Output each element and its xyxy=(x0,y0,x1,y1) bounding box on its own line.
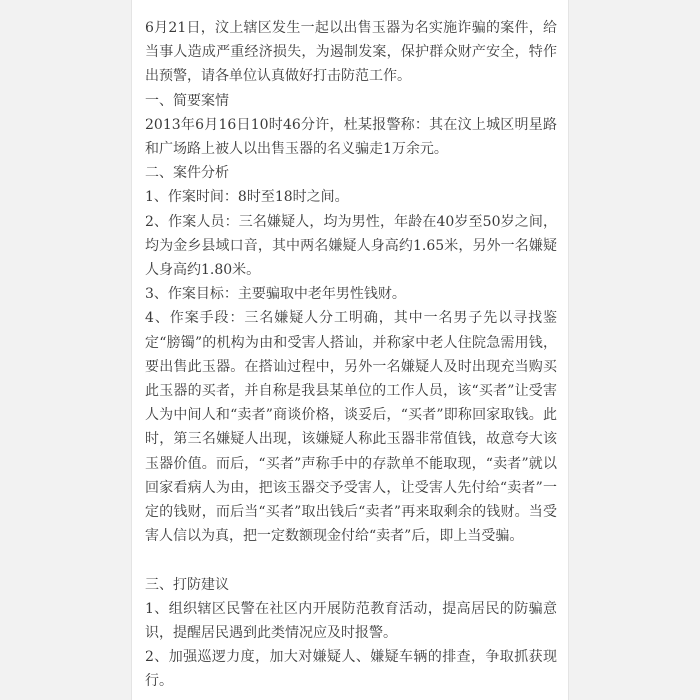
section-heading-case-summary: 一、简要案情 xyxy=(145,92,229,109)
intro-paragraph: 6月21日，汶上辖区发生一起以出售玉器为名实施诈骗的案件，给当事人造成严重经济损失，为遏制发案，保护群众财产安全，特作出预警，请各单位认真做好打击防范工作。 xyxy=(145,20,557,85)
analysis-item-suspects: 2、作案人员：三名嫌疑人，均为男性，年龄在40岁至50岁之间，均为金乡县域口音，其中两名嫌疑人身高约1.65米，另外一名嫌疑人身高约1.80米。 xyxy=(145,213,557,279)
article-body xyxy=(145,16,557,694)
analysis-item-targets: 3、作案目标：主要骗取中老年男性钱财。 xyxy=(145,286,406,303)
section-heading-prevention: 三、打防建议 xyxy=(145,576,229,593)
article-column xyxy=(131,0,569,700)
case-summary-paragraph: 2013年6月16日10时46分许，杜某报警称：其在汶上城区明星路和广场路上被人以出售玉器的名义骗走1万余元。 xyxy=(145,116,557,158)
analysis-item-method: 4、作案手段：三名嫌疑人分工明确，其中一名男子先以寻找鉴定“膀镯”的机构为由和受害人搭讪，并称家中老人住院急需用钱，要出售此玉器。在搭讪过程中，另外一名嫌疑人及时出现充当购买此玉器的买者，并自称是我县某单位的工作人员，该“买者”让受害人为中间人和“卖者”商谈价格，谈妥后，“买者”即称回家取钱。此时，第三名嫌疑人出现，该嫌疑人称此玉器非常值钱，故意夸大该玉器价值。而后，“买者”声称手中的存款单不能取现，“卖者”就以回家看病人为由，把该玉器交予受害人，让受害人先付给“卖者”一定的钱财，而后当“买者”取出钱后“卖者”再来取剩余的钱财。当受害人信以为真，把一定数额现金付给“卖者”后，即上当受骗。 xyxy=(145,310,557,545)
section-heading-case-analysis: 二、案件分析 xyxy=(145,165,229,182)
paragraph-gap xyxy=(145,548,557,572)
advice-item-education: 1、组织辖区民警在社区内开展防范教育活动，提高居民的防骗意识，提醒居民遇到此类情况应及时报警。 xyxy=(145,600,557,642)
analysis-item-time: 1、作案时间：8时至18时之间。 xyxy=(145,189,349,206)
advice-item-patrol: 2、加强巡逻力度，加大对嫌疑人、嫌疑车辆的排查，争取抓获现行。 xyxy=(145,649,557,690)
